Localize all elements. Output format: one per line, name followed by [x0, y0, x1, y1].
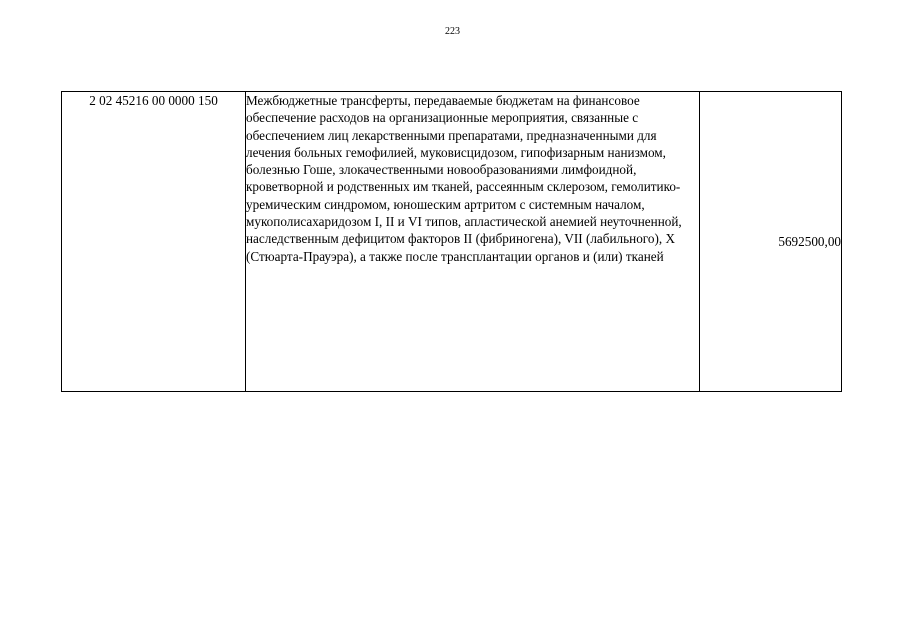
table-row: [62, 92, 842, 392]
budget-classification-code: 2 02 45216 00 0000 150: [62, 92, 246, 392]
page-number: 223: [445, 26, 460, 37]
row-description: Межбюджетные трансферты, передаваемые бюджетам на финансовое обеспечение расходов на организационные мероприятия, связанные с обеспечением лиц лекарственными препаратами, предназначенными для лечения больных гемофилией, муковисцидозом, гипофизарным нанизмом, болезнью Гоше, злокачественными новообразованиями лимфоидной, кроветворной и родственных им тканей, рассеянным склерозом, гемолитико-уремическим синдромом, юношеским артритом с системным началом, мукополисахаридозом I, II и VI типов, апластической анемией неуточненной, наследственным дефицитом факторов II (фибриногена), VII (лабильного), X (Стюарта-Прауэра), а также после трансплантации органов и (или) тканей: [246, 92, 700, 392]
row-amount: 5692500,00: [700, 92, 842, 392]
budget-table: [61, 91, 842, 392]
